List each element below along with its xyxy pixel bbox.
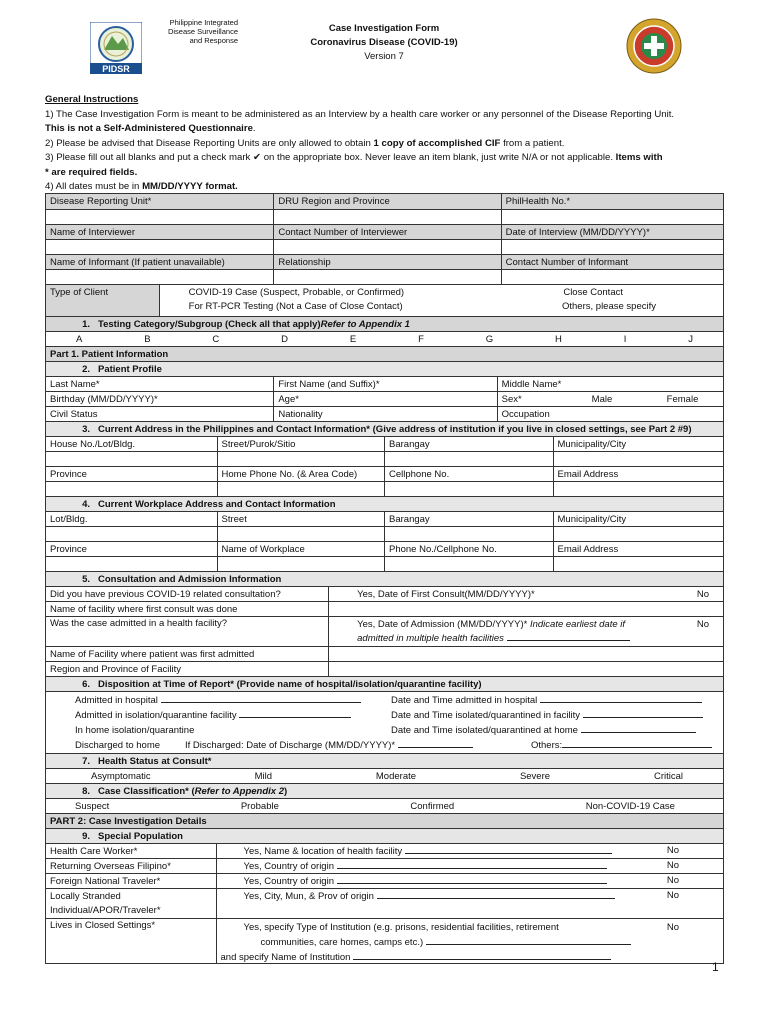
admitted-yes[interactable]: Yes, Date of Admission (MM/DD/YYYY)* Indicate earliest date if [357,619,626,630]
org-name: Philippine Integrated Disease Surveillance and Response [167,18,238,45]
class-non-covid[interactable]: Non-COVID-19 Case [585,800,675,812]
sex-female-option[interactable]: Female [666,393,699,405]
closed-settings-yes[interactable]: Yes, specify Type of Institution (e.g. prisons, residential facilities, retirement [243,922,559,933]
dru-region-field[interactable] [273,210,500,224]
home-phone-field[interactable] [217,482,385,496]
hcw-no[interactable]: No [666,845,679,856]
date-interview-field[interactable] [501,240,723,254]
philhealth-field[interactable] [501,210,723,224]
rof-yes[interactable]: Yes, Country of origin [244,860,607,872]
age-field[interactable]: Age* [273,392,496,406]
work-lot-label: Lot/Bldg. [50,513,88,525]
disposition-options [46,692,723,753]
facility-region-field[interactable] [328,662,723,676]
contact-interviewer-label: Contact Number of Interviewer [273,225,500,239]
client-type-options [159,285,723,316]
work-municipality-label: Municipality/City [553,512,724,526]
workplace-name-field[interactable] [217,557,385,571]
category-j[interactable]: J [688,333,693,345]
street-field[interactable] [217,452,385,466]
home-phone-label: Home Phone No. (& Area Code) [217,467,385,481]
section-8-header: 8. Case Classification* ( Refer to Appendix 2 ) [82,785,288,797]
category-a[interactable]: A [76,333,83,345]
disposition-isolation[interactable]: Admitted in isolation/quarantine facility [75,708,391,723]
facility-first-consult-field[interactable] [328,602,723,616]
disposition-isolation-datetime[interactable]: Date and Time isolated/quarantined in facility [391,708,703,723]
section-6-header: 6. Disposition at Time of Report* (Provide name of hospital/isolation/quarantine facility) [82,678,482,690]
institution-name-field[interactable]: and specify Name of Institution [221,950,719,963]
disposition-home-datetime[interactable]: Date and Time isolated/quarantined at home [391,723,696,738]
status-critical[interactable]: Critical [653,770,683,782]
general-instructions: General Instructions 1) The Case Investigation Form is meant to be administered as an Interview by a health care worker or any personnel of the Disease Reporting Unit. This is not a Self-Administered Questionnaire. 2) Please be advised that Disease Reporting Units are only allowed to obtain 1 copy of accomplished CIF from a patient. 3) Please fill out all blanks and put a check mark ✔ on the appropriate box. Never leave an item blank, just write N/A or not applicable. Items with * are required fields. 4) All dates must be in MM/DD/YYYY format. [45,93,735,195]
fnt-no[interactable]: No [666,875,679,886]
form-subtitle: Coronavirus Disease (COVID-19) [310,37,458,48]
previous-consult-answer [328,587,723,601]
barangay-field[interactable] [384,452,553,466]
category-f[interactable]: F [418,333,424,345]
informant-field[interactable] [46,270,273,284]
status-mild[interactable]: Mild [254,770,272,782]
informant-label: Name of Informant (If patient unavailable) [50,256,225,268]
category-c[interactable]: C [212,333,220,345]
closed-settings-label: Lives in Closed Settings* [50,920,156,931]
closed-settings-answer [216,919,723,963]
civil-status-field[interactable]: Civil Status [50,408,98,420]
dru-unit-label: Disease Reporting Unit* [50,196,152,207]
house-no-field[interactable] [46,452,217,466]
sex-male-option[interactable]: Male [591,393,613,405]
fnt-yes[interactable]: Yes, Country of origin [244,875,607,887]
sex-field: Sex* Male Female [497,392,723,406]
case-classification-options [46,799,723,813]
client-type-label: Type of Client [46,285,159,316]
disposition-discharged[interactable]: Discharged to home [75,740,161,751]
hcw-yes[interactable]: Yes, Name & location of health facility [244,845,612,857]
municipality-field[interactable] [553,452,724,466]
admitted-answer: Yes, Date of Admission (MM/DD/YYYY)* Indicate earliest date if No admitted in multiple health facilities [328,617,723,646]
page-number: 1 [712,960,719,974]
section-2-header: 2. Patient Profile [82,363,162,375]
admitted-no[interactable]: No [696,619,709,630]
work-phone-field[interactable] [384,557,553,571]
work-province-field[interactable] [46,557,217,571]
category-d[interactable]: D [281,333,289,345]
instruction-3: 3) Please fill out all blanks and put a check mark ✔ on the appropriate box. Never leave an item blank, just write N/A or not applicable. Items with [45,152,663,163]
client-close-contact[interactable]: Close Contact [563,287,623,298]
rof-answer [216,859,724,873]
rof-no[interactable]: No [666,860,679,871]
status-asymptomatic[interactable]: Asymptomatic [91,770,151,782]
category-b[interactable]: B [144,333,151,345]
pidsr-logo [90,22,142,74]
nationality-field[interactable]: Nationality [273,407,496,421]
disposition-hospital-datetime[interactable]: Date and Time admitted in hospital [391,693,702,708]
section-1-header: 1. Testing Category/Subgroup (Check all that apply) Refer to Appendix 1 [82,318,410,330]
work-street-field[interactable] [217,527,385,541]
previous-consult-yes[interactable]: Yes, Date of First Consult(MM/DD/YYYY)* [357,588,535,600]
contact-interviewer-field[interactable] [273,240,500,254]
dru-unit-field[interactable] [46,210,273,224]
work-barangay-label: Barangay [384,512,553,526]
street-label: Street/Purok/Sitio [217,437,385,451]
status-severe[interactable]: Severe [519,770,551,782]
contact-informant-label: Contact Number of Informant [501,255,723,269]
dru-region-label: DRU Region and Province [273,194,500,209]
work-province-label: Province [50,543,87,555]
instruction-4: 4) All dates must be in MM/DD/YYYY format. [45,181,238,192]
disposition-home[interactable]: In home isolation/quarantine [75,725,195,736]
class-probable[interactable]: Probable [240,800,279,812]
instructions-heading: General Instructions [45,94,139,105]
form-title: Case Investigation Form [328,23,440,34]
health-status-options [46,769,723,783]
occupation-field[interactable]: Occupation [497,407,723,421]
admitted-question: Was the case admitted in a health facility? [50,618,228,629]
municipality-label: Municipality/City [553,437,724,451]
rof-label: Returning Overseas Filipino* [50,860,171,872]
svg-text:PIDSR: PIDSR [102,64,130,74]
interviewer-field[interactable] [46,240,273,254]
category-e[interactable]: E [349,333,357,345]
institution-type-field[interactable]: communities, care homes, camps etc.) [221,935,719,950]
work-email-field[interactable] [553,557,724,571]
category-i[interactable]: I [623,333,627,345]
class-confirmed[interactable]: Confirmed [410,800,455,812]
doh-seal-icon [626,18,682,74]
fnt-answer [216,874,724,888]
date-interview-label: Date of Interview (MM/DD/YYYY)* [501,225,723,239]
facility-admitted-label: Name of Facility where patient was first admitted [50,648,255,660]
status-moderate[interactable]: Moderate [375,770,417,782]
fnt-label: Foreign National Traveler* [50,875,161,887]
client-others[interactable]: Others, please specify [562,301,656,312]
province-field[interactable] [46,482,217,496]
house-no-label: House No./Lot/Bldg. [50,438,136,450]
barangay-label: Barangay [384,437,553,451]
form-header [0,0,768,90]
form-title-block [284,22,484,64]
lsi-answer [216,889,724,918]
lsi-label: Locally Stranded Individual/APOR/Traveler* [50,891,161,916]
lsi-no[interactable]: No [666,890,679,901]
instruction-2: 2) Please be advised that Disease Reporting Units are only allowed to obtain 1 copy of accomplished CIF from a patient. [45,137,565,149]
section-3-header: 3. Current Address in the Philippines and Contact Information* (Give address of institution if you live in closed settings, see Part 2 #9) [82,423,692,435]
section-4-header: 4. Current Workplace Address and Contact Information [82,498,336,510]
category-h[interactable]: H [555,333,562,345]
facility-first-consult-label: Name of facility where first consult was done [50,603,238,615]
last-name-field[interactable]: Last Name* [50,378,100,390]
work-phone-label: Phone No./Cellphone No. [384,542,553,556]
cellphone-label: Cellphone No. [384,467,553,481]
testing-category-letters [46,332,723,346]
category-g[interactable]: G [485,333,494,345]
section-7-header: 7. Health Status at Consult* [82,755,212,767]
email-label: Email Address [553,467,724,481]
part-1-header: Part 1. Patient Information [50,348,169,360]
section-9-header: 9. Special Population [82,830,183,842]
work-street-label: Street [217,512,385,526]
work-lot-field[interactable] [46,527,217,541]
class-suspect[interactable]: Suspect [75,800,110,812]
philhealth-label: PhilHealth No.* [501,194,723,209]
instruction-1: 1) The Case Investigation Form is meant to be administered as an Interview by a health care worker or any personnel of the Disease Reporting Unit. [45,108,675,120]
relationship-field[interactable] [273,270,500,284]
check-mark-icon: ✔ [252,152,262,163]
middle-name-field[interactable]: Middle Name* [497,377,723,391]
work-municipality-field[interactable] [553,527,724,541]
workplace-name-label: Name of Workplace [217,542,385,556]
cellphone-field[interactable] [384,482,553,496]
case-investigation-form [45,193,724,964]
form-version: Version 7 [364,51,404,62]
client-rtpcr[interactable]: For RT-PCR Testing (Not a Case of Close Contact) [188,301,403,312]
previous-consult-no[interactable]: No [696,588,709,600]
relationship-label: Relationship [273,255,500,269]
contact-informant-field[interactable] [501,270,723,284]
province-label: Province [50,468,87,480]
previous-consult-question: Did you have previous COVID-19 related consultation? [50,588,281,600]
work-email-label: Email Address [553,542,724,556]
closed-settings-no[interactable]: No [666,922,679,933]
email-field[interactable] [553,482,724,496]
first-name-field[interactable]: First Name (and Suffix)* [273,377,496,391]
lsi-yes[interactable]: Yes, City, Mun, & Prov of origin [244,890,615,902]
facility-admitted-field[interactable] [328,647,723,661]
hcw-answer [216,844,724,858]
hcw-label: Health Care Worker* [50,845,138,857]
client-covid-case[interactable]: COVID-19 Case (Suspect, Probable, or Confirmed) [188,287,405,298]
disposition-others[interactable]: Others: [531,738,712,753]
section-5-header: 5. Consultation and Admission Information [82,573,282,585]
discharge-date-field[interactable]: If Discharged: Date of Discharge (MM/DD/YYYY)* [185,738,531,753]
part-2-header: PART 2: Case Investigation Details [50,815,207,827]
work-barangay-field[interactable] [384,527,553,541]
interviewer-label: Name of Interviewer [50,226,136,238]
disposition-hospital[interactable]: Admitted in hospital [75,693,391,708]
facility-region-label: Region and Province of Facility [50,663,181,675]
birthday-field[interactable]: Birthday (MM/DD/YYYY)* [50,393,158,405]
